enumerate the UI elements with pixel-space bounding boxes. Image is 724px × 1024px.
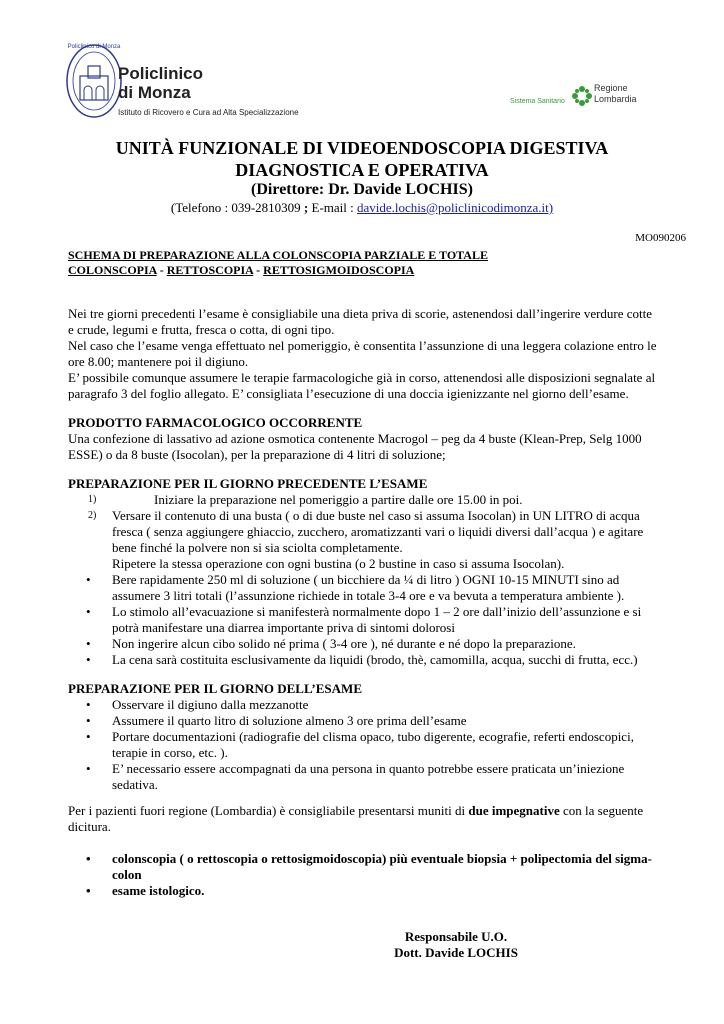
product-heading: PRODOTTO FARMACOLOGICO OCCORRENTE bbox=[68, 415, 363, 430]
title-line1: UNITÀ FUNZIONALE DI VIDEOENDOSCOPIA DIGESTIVA bbox=[115, 138, 609, 158]
list-item-line: sedativa. bbox=[112, 777, 158, 792]
region-name-line2: Lombardia bbox=[594, 94, 637, 104]
email-label: E-mail : bbox=[308, 200, 358, 215]
bullet: • bbox=[86, 697, 91, 712]
intro-line: Nel caso che l’esame venga effettuato nel pomeriggio, è consentita l’assunzione di una leggera colazione entro le bbox=[68, 338, 657, 353]
lombardia-rose-icon bbox=[572, 84, 592, 108]
product-section bbox=[68, 415, 680, 463]
out-region-bold: due impegnative bbox=[468, 803, 560, 818]
previous-day-heading: PREPARAZIONE PER IL GIORNO PRECEDENTE L’ESAME bbox=[68, 476, 428, 491]
bullet: • bbox=[86, 636, 91, 651]
bullet: • bbox=[86, 652, 91, 667]
logo-name-line1: Policlinico bbox=[118, 64, 204, 83]
list-item-line: La cena sarà costituita esclusivamente da liquidi (brodo, thè, camomilla, acqua, succhi di frutta, ecc.) bbox=[112, 652, 638, 667]
out-region-text: con la seguente bbox=[559, 803, 644, 818]
intro-paragraph bbox=[68, 306, 680, 402]
title-line2: DIAGNOSTICA E OPERATIVA bbox=[235, 160, 489, 180]
step-2-line: bene finché la polvere non si sia sciolta completamente. bbox=[112, 540, 403, 555]
intro-line: e crude, legumi e frutta, fresca o cotta, di ogni tipo. bbox=[68, 322, 335, 337]
policlinico-seal-icon bbox=[64, 42, 124, 120]
intro-line: ore 8.00; mantenere poi il digiuno. bbox=[68, 354, 249, 369]
step-2 bbox=[68, 508, 680, 572]
list-item bbox=[68, 636, 680, 652]
scheme-sep: - bbox=[253, 263, 264, 277]
exam-day-section bbox=[68, 681, 680, 793]
document-code: MO090206 bbox=[635, 232, 686, 244]
director-line: (Direttore: Dr. Davide LOCHIS) bbox=[251, 181, 473, 198]
step-2-marker: 2) bbox=[88, 510, 97, 521]
intro-line: E’ possibile comunque assumere le terapie farmacologiche già in corso, attenendosi alle disposizioni segnalate al bbox=[68, 370, 656, 385]
out-region-text: Per i pazienti fuori regione (Lombardia) è consigliabile presentarsi muniti di bbox=[68, 803, 469, 818]
seal-text: Policlinico di Monza bbox=[67, 44, 121, 50]
list-item-line: Portare documentazioni (radiografie del clisma opaco, tubo digerente, ecografie, referti endoscopici, bbox=[112, 729, 634, 744]
list-item-line: E’ necessario essere accompagnati da una persona in quanto potrebbe essere praticata un’iniezione bbox=[112, 761, 625, 776]
repeat-line: Ripetere la stessa operazione con ogni bustina (o 2 bustine in caso si assuma Isocolan). bbox=[112, 556, 565, 571]
policlinico-logo bbox=[64, 42, 326, 120]
list-item-line: esame istologico. bbox=[112, 883, 205, 898]
out-region-line: dicitura. bbox=[68, 819, 111, 834]
bullet: • bbox=[86, 604, 91, 619]
regione-lombardia-logo bbox=[500, 78, 650, 114]
region-name-line1: Regione bbox=[594, 83, 628, 93]
list-item-line: Bere rapidamente 250 ml di soluzione ( un bicchiere da ¼ di litro ) OGNI 10-15 MINUTI sino ad bbox=[112, 572, 620, 587]
previous-day-section bbox=[68, 476, 680, 668]
scheme-rettoscopia: RETTOSCOPIA bbox=[166, 263, 254, 277]
intro-line: paragrafo 3 del foglio allegato. E’ consigliata l’esecuzione di una doccia igienizzante nel giorno dell’esame. bbox=[68, 386, 629, 401]
list-item bbox=[68, 697, 680, 713]
list-item-line: Lo stimolo all’evacuazione si manifesterà normalmente dopo 1 – 2 ore dall’inizio dell’assunzione e si bbox=[112, 604, 642, 619]
bullet: • bbox=[86, 713, 91, 728]
prescription-section bbox=[68, 851, 680, 899]
scheme-subheading bbox=[68, 263, 414, 278]
product-line: Una confezione di lassativo ad azione osmotica contenente Macrogol – peg da 4 buste (Klean-Prep, Selg 1000 bbox=[68, 431, 642, 446]
list-item bbox=[68, 729, 680, 761]
list-item bbox=[68, 883, 680, 899]
signature-role: Responsabile U.O. bbox=[404, 929, 508, 944]
list-item-line: Non ingerire alcun cibo solido né prima ( 3-4 ore ), né durante e né dopo la preparazione. bbox=[112, 636, 576, 651]
bullet: • bbox=[86, 851, 91, 866]
product-line: ESSE) o da 8 buste (Isocolan), per la preparazione di 4 litri di soluzione; bbox=[68, 447, 446, 462]
list-item bbox=[68, 572, 680, 604]
logo-name-line2: di Monza bbox=[118, 83, 191, 102]
previous-day-list bbox=[68, 572, 680, 668]
list-item-line: Osservare il digiuno dalla mezzanotte bbox=[112, 697, 309, 712]
list-item-line: terapie in corso, etc. ). bbox=[112, 745, 228, 760]
email-link[interactable]: davide.lochis@policlinicodimonza.it) bbox=[357, 200, 554, 215]
list-item bbox=[68, 851, 680, 883]
prescription-list bbox=[68, 851, 680, 899]
out-region-line bbox=[68, 803, 680, 819]
list-item-line: assumere 3 litri totali (l’assunzione richiede in totale 3-4 ore e va bevuta a temperatura ambiente ). bbox=[112, 588, 625, 603]
scheme-heading: SCHEMA DI PREPARAZIONE ALLA COLONSCOPIA PARZIALE E TOTALE bbox=[68, 248, 488, 262]
scheme-rettosigmoidoscopia: RETTOSIGMOIDOSCOPIA bbox=[263, 263, 415, 277]
step-1 bbox=[68, 492, 680, 508]
phone: (Telefono : 039-2810309 bbox=[170, 200, 304, 215]
region-label: Sistema Sanitario bbox=[510, 98, 565, 105]
signature-name: Dott. Davide LOCHIS bbox=[394, 945, 518, 960]
bullet: • bbox=[86, 572, 91, 587]
step-1-text: Iniziare la preparazione nel pomeriggio a partire dalle ore 15.00 in poi. bbox=[154, 492, 523, 507]
step-2-line: fresca ( senza aggiungere ghiaccio, zucchero, aromatizzanti vari o liquidi diversi dall’acqua ) e agitare bbox=[112, 524, 644, 539]
contact-line bbox=[0, 200, 724, 216]
list-item bbox=[68, 713, 680, 729]
list-item bbox=[68, 652, 680, 668]
list-item-line: Assumere il quarto litro di soluzione almeno 3 ore prima dell’esame bbox=[112, 713, 467, 728]
scheme-sep: - bbox=[156, 263, 167, 277]
logo-subtitle: Istituto di Ricovero e Cura ad Alta Specializzazione bbox=[118, 108, 299, 117]
signature-block bbox=[386, 929, 526, 961]
bullet: • bbox=[86, 729, 91, 744]
list-item-line: colon bbox=[112, 867, 142, 882]
out-region-paragraph bbox=[68, 803, 680, 835]
step-2-line: Versare il contenuto di una busta ( o di due buste nel caso si assuma Isocolan) in UN LITRO di acqua bbox=[112, 508, 640, 523]
exam-day-heading: PREPARAZIONE PER IL GIORNO DELL’ESAME bbox=[68, 681, 362, 696]
bullet: • bbox=[86, 883, 91, 898]
step-1-marker: 1) bbox=[88, 494, 97, 505]
phone-sep: ; bbox=[303, 200, 309, 215]
list-item bbox=[68, 761, 680, 793]
exam-day-list bbox=[68, 697, 680, 793]
list-item-line: potrà manifestare una diarrea importante priva di sintomi dolorosi bbox=[112, 620, 455, 635]
intro-line: Nei tre giorni precedenti l’esame è consigliabile una dieta priva di scorie, astenendosi dall’ingerire verdure cotte bbox=[68, 306, 653, 321]
list-item-line: colonscopia ( o rettoscopia o rettosigmoidoscopia) più eventuale biopsia + polipectomia del sigma- bbox=[112, 851, 652, 866]
list-item bbox=[68, 604, 680, 636]
scheme-colonscopia: COLONSCOPIA bbox=[68, 263, 157, 277]
bullet: • bbox=[86, 761, 91, 776]
